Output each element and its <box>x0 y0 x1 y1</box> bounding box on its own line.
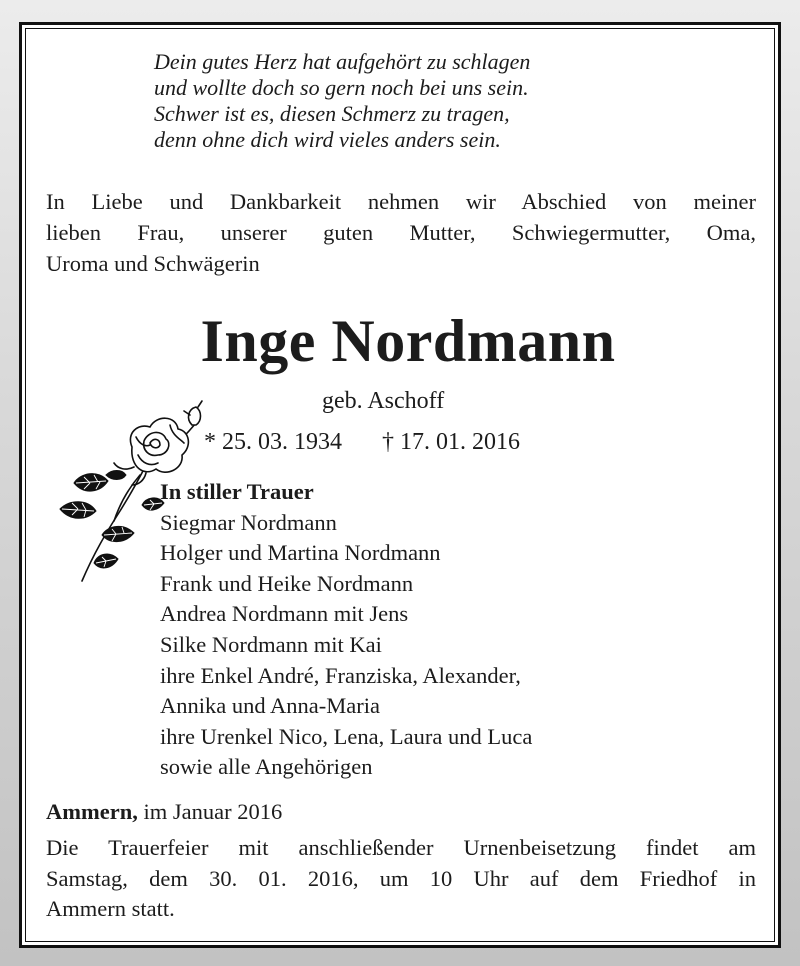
funeral-notice <box>46 833 756 925</box>
poem-line: denn ohne dich wird vieles anders sein. <box>154 127 501 152</box>
mourner-line: Holger und Martina Nordmann <box>160 540 441 566</box>
place-town: Ammern, <box>46 799 138 824</box>
deceased-name: Inge Nordmann <box>200 308 616 374</box>
poem-line: Schwer ist es, diesen Schmerz zu tragen, <box>154 101 510 126</box>
poem <box>154 49 674 153</box>
place-and-date <box>46 797 282 827</box>
maiden-name: geb. Aschoff <box>322 388 445 414</box>
funeral-line: Die Trauerfeier mit anschließender Urnenbeisetzung findet am <box>46 835 756 860</box>
farewell-line: In Liebe und Dankbarkeit nehmen wir Abschied von meiner <box>46 189 756 214</box>
mourners-heading: In stiller Trauer <box>160 479 314 504</box>
mourner-line: Silke Nordmann mit Kai <box>160 631 382 657</box>
mourner-line: Frank und Heike Nordmann <box>160 570 414 596</box>
mourner-line: ihre Enkel André, Franziska, Alexander, <box>160 662 521 688</box>
farewell-line: lieben Frau, unserer guten Mutter, Schwiegermutter, Oma, <box>46 220 756 245</box>
obituary-frame <box>19 22 781 948</box>
poem-line: Dein gutes Herz hat aufgehört zu schlagen <box>154 49 531 74</box>
funeral-line: Samstag, dem 30. 01. 2016, um 10 Uhr auf dem Friedhof in <box>46 865 756 891</box>
mourner-line: Andrea Nordmann mit Jens <box>160 601 409 627</box>
mourner-line: sowie alle Angehörigen <box>160 754 373 780</box>
mourners-list <box>160 477 532 783</box>
mourner-line: Annika und Anna-Maria <box>160 693 380 719</box>
life-dates <box>204 427 520 457</box>
birth-date: * 25. 03. 1934 <box>204 429 342 455</box>
mourner-line: ihre Urenkel Nico, Lena, Laura und Luca <box>160 723 533 749</box>
mourner-line: Siegmar Nordmann <box>160 509 337 535</box>
poem-line: und wollte doch so gern noch bei uns sein. <box>154 75 529 100</box>
funeral-line: Ammern statt. <box>46 896 175 921</box>
obituary-inner-frame <box>25 28 775 942</box>
farewell-text <box>46 186 756 279</box>
place-date: im Januar 2016 <box>143 799 283 824</box>
death-date: † 17. 01. 2016 <box>382 429 520 455</box>
farewell-line: Uroma und Schwägerin <box>46 251 260 276</box>
